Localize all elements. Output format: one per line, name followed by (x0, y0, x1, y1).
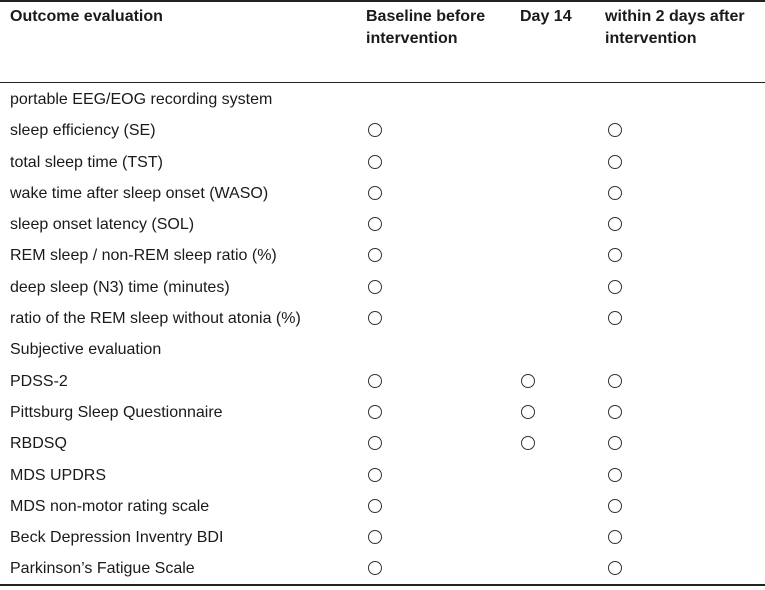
circle-icon (608, 436, 622, 450)
table-row (0, 147, 765, 178)
row-label: portable EEG/EOG recording system (10, 91, 273, 108)
row-label: RBDSQ (10, 435, 67, 453)
circle-icon (368, 436, 382, 450)
table-row (0, 460, 765, 491)
row-label: Beck Depression Inventry BDI (10, 529, 224, 547)
circle-icon (608, 217, 622, 231)
table-row (0, 303, 765, 334)
circle-icon (368, 217, 382, 231)
circle-icon (608, 405, 622, 419)
row-label: total sleep time (TST) (10, 153, 163, 171)
row-label: REM sleep / non-REM sleep ratio (%) (10, 247, 277, 265)
circle-icon (368, 468, 382, 482)
circle-icon (608, 123, 622, 137)
row-label: Pittsburg Sleep Questionnaire (10, 403, 223, 421)
circle-icon (368, 123, 382, 137)
circle-icon (368, 280, 382, 294)
table-row (0, 366, 765, 397)
circle-icon (608, 499, 622, 513)
row-label: Subjective evaluation (10, 341, 162, 359)
table-row (0, 178, 765, 209)
header-after-intervention: within 2 days after intervention (605, 8, 745, 47)
circle-icon (368, 561, 382, 575)
circle-icon (608, 248, 622, 262)
circle-icon (608, 468, 622, 482)
circle-icon (521, 405, 535, 419)
row-label: MDS non-motor rating scale (10, 497, 210, 515)
row-label: ratio of the REM sleep without atonia (%) (10, 310, 301, 328)
table-row (0, 115, 765, 146)
row-label: MDS UPDRS (10, 466, 107, 484)
circle-icon (608, 311, 622, 325)
header-rule (0, 82, 765, 83)
table-row (0, 491, 765, 522)
circle-icon (521, 374, 535, 388)
circle-icon (368, 248, 382, 262)
row-label: wake time after sleep onset (WASO) (10, 184, 269, 202)
header-day-14: Day 14 (520, 8, 572, 25)
circle-icon (368, 499, 382, 513)
table-row (0, 240, 765, 271)
table-row (0, 272, 765, 303)
circle-icon (521, 436, 535, 450)
table-row (0, 522, 765, 553)
row-label: sleep onset latency (SOL) (10, 216, 195, 234)
table-row (0, 553, 765, 584)
row-label: sleep efficiency (SE) (10, 122, 156, 140)
row-label: PDSS-2 (10, 372, 68, 390)
row-label: Parkinson’s Fatigue Scale (10, 560, 195, 578)
table-bottom-rule (0, 584, 765, 586)
table-top-rule (0, 0, 765, 2)
header-baseline: Baseline before intervention (366, 8, 486, 47)
table-row (0, 428, 765, 459)
table-row (0, 334, 765, 365)
circle-icon (368, 155, 382, 169)
circle-icon (368, 405, 382, 419)
circle-icon (608, 374, 622, 388)
circle-icon (608, 186, 622, 200)
circle-icon (368, 186, 382, 200)
circle-icon (368, 374, 382, 388)
circle-icon (368, 311, 382, 325)
circle-icon (608, 530, 622, 544)
outcome-table-body (0, 84, 765, 585)
table-row (0, 84, 765, 115)
header-outcome-evaluation: Outcome evaluation (10, 8, 163, 25)
circle-icon (368, 530, 382, 544)
circle-icon (608, 155, 622, 169)
table-row (0, 209, 765, 240)
circle-icon (608, 280, 622, 294)
circle-icon (608, 561, 622, 575)
table-row (0, 397, 765, 428)
row-label: deep sleep (N3) time (minutes) (10, 278, 230, 296)
